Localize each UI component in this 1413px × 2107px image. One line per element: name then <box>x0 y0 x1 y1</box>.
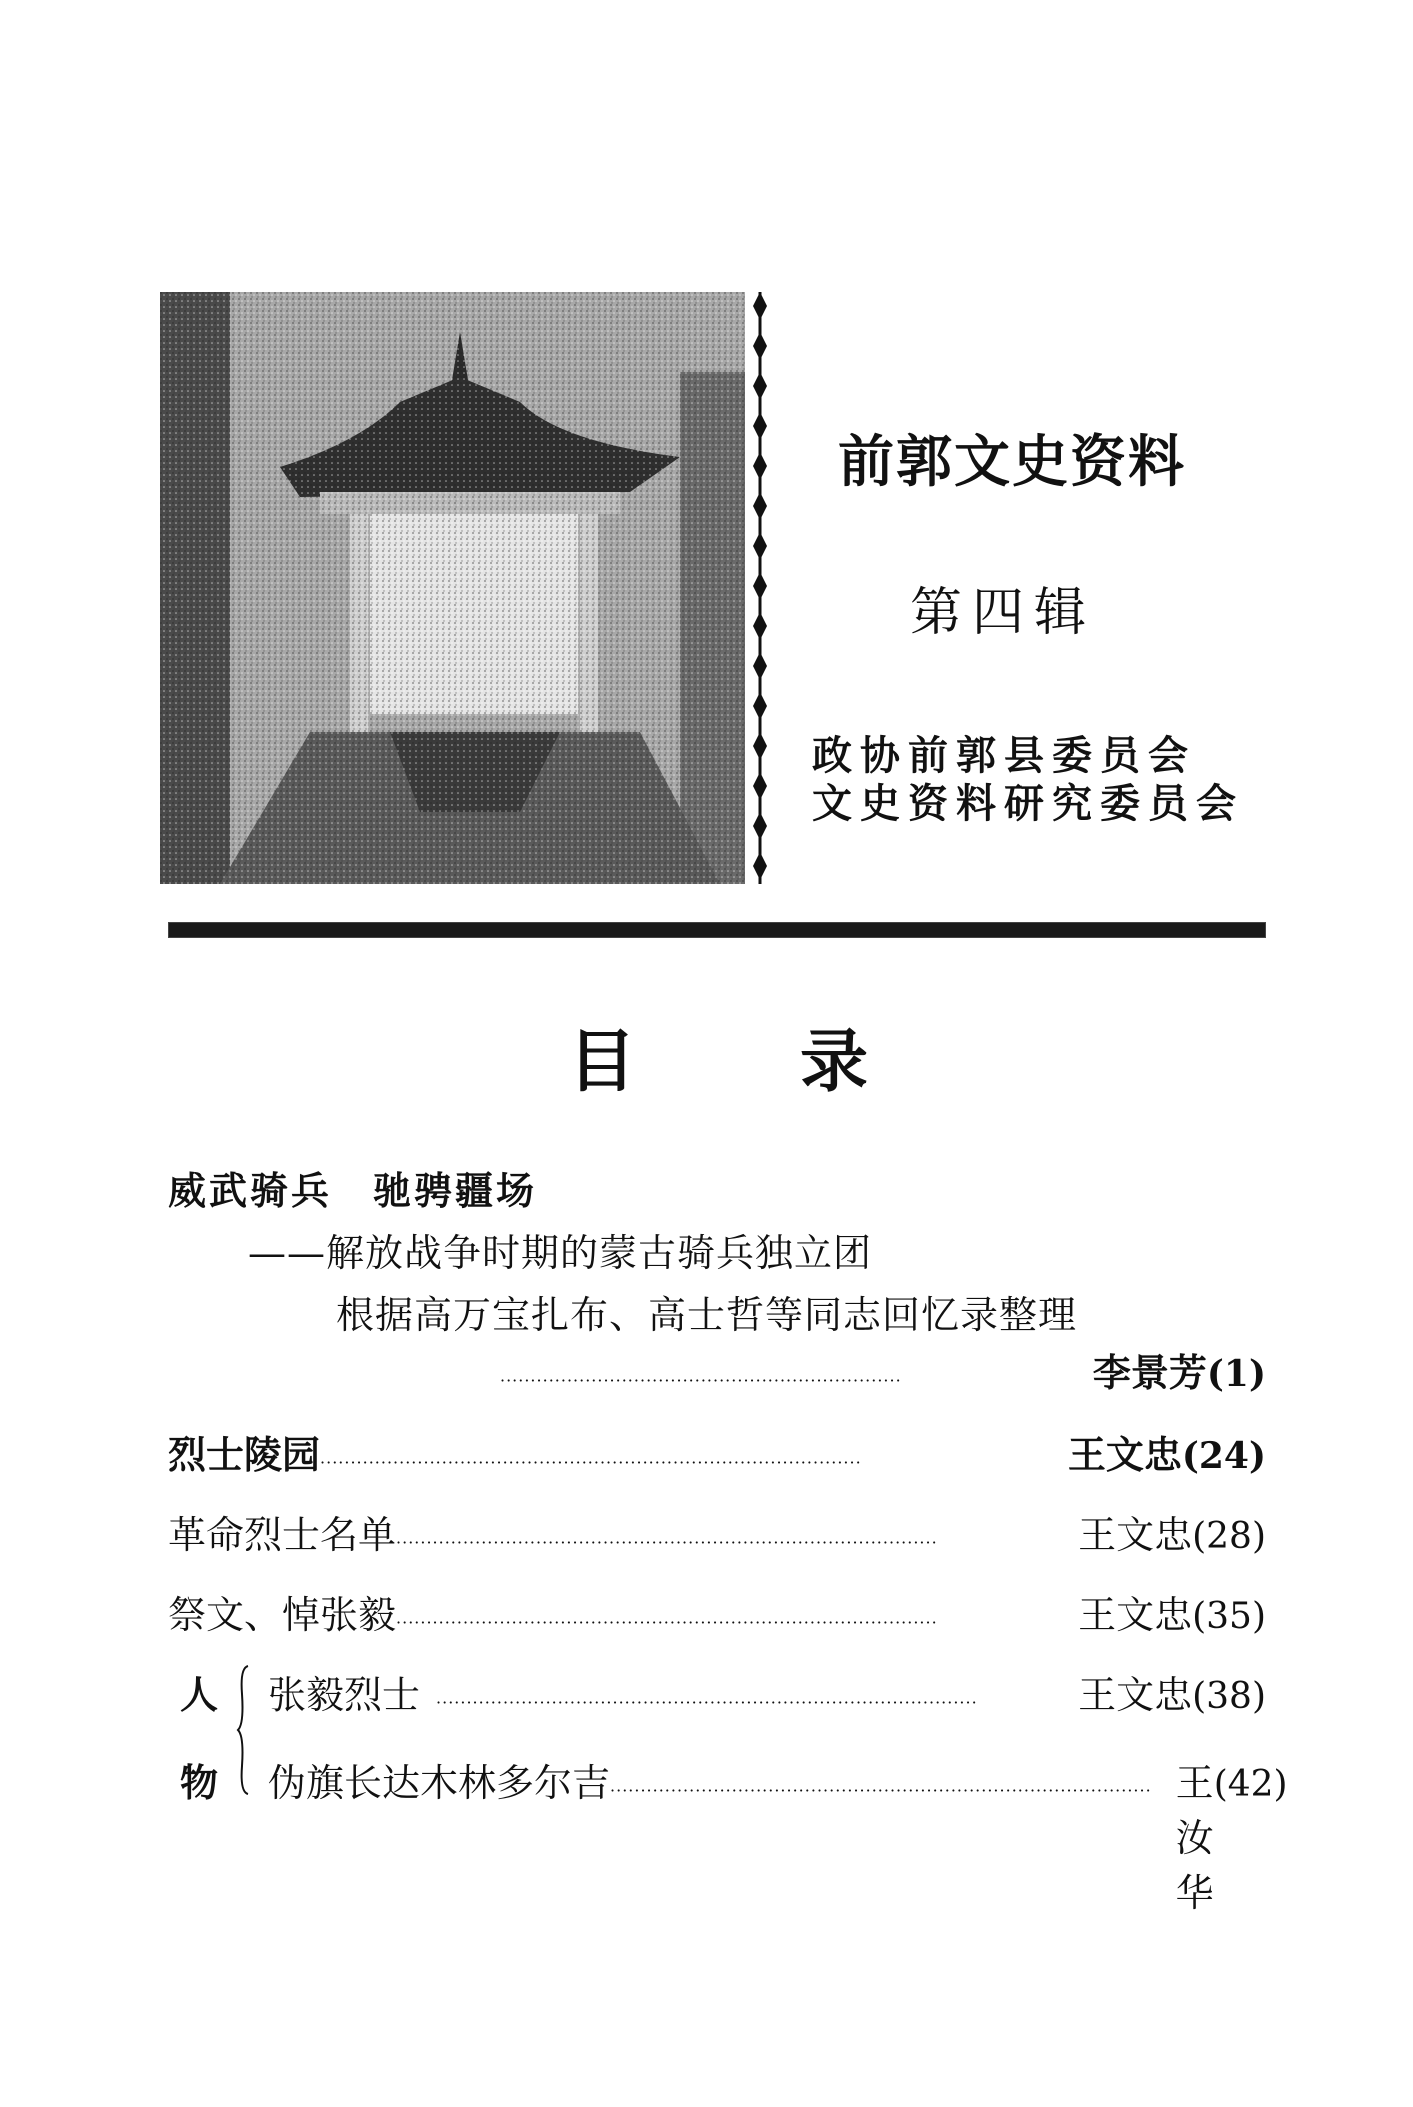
toc-heading-part-1: 目 <box>568 1022 637 1102</box>
leader-dots: ························································································· <box>396 1533 938 1552</box>
toc-entry-row[interactable] <box>168 1504 1266 1559</box>
section-label-char-2: 物 <box>180 1760 219 1805</box>
leader-dots: ························································································· <box>320 1453 862 1472</box>
toc-entry-row[interactable] <box>500 1342 1266 1397</box>
publisher-line-2: 文史资料研究委员会 <box>812 780 1244 827</box>
toc-entry-author: 王文忠 <box>1078 1673 1193 1717</box>
leader-dots: ························································································· <box>396 1613 938 1632</box>
leader-dots: ························································································· <box>436 1693 978 1712</box>
toc-entry-row[interactable] <box>168 1424 1266 1479</box>
toc-entry-title: 烈士陵园 <box>168 1432 321 1477</box>
toc-heading-part-2: 录 <box>800 1022 869 1102</box>
toc-entry-title: 革命烈士名单 <box>168 1513 397 1557</box>
toc-entry-page: (24) <box>1181 1435 1266 1477</box>
toc-entry-row[interactable] <box>268 1752 1288 1917</box>
toc-entry-title: 伪旗长达木林多尔吉 <box>268 1761 611 1805</box>
toc-entry-author: 王文忠 <box>1067 1432 1182 1477</box>
toc-entry-author: 王汝华 <box>1175 1761 1214 1915</box>
leader-dots: ·································································· <box>500 1371 902 1390</box>
toc-entry-author: 王文忠 <box>1078 1593 1193 1637</box>
toc-entry-title: 祭文、悼张毅 <box>168 1593 397 1637</box>
toc-entry-subtitle: ——解放战争时期的蒙古骑兵独立团 <box>248 1231 873 1275</box>
toc-entry-author: 李景芳 <box>1092 1350 1207 1395</box>
ornamental-divider <box>748 292 772 884</box>
issue-number: 第四辑 <box>910 583 1097 643</box>
toc-entry-title: 张毅烈士 <box>268 1673 421 1717</box>
toc-entry-page: (28) <box>1192 1516 1266 1557</box>
toc-entry-row[interactable] <box>268 1664 1266 1719</box>
toc-entry-page: (1) <box>1206 1353 1266 1395</box>
toc-entry-page: (35) <box>1192 1596 1266 1637</box>
toc-entry-row[interactable] <box>168 1584 1266 1639</box>
toc-entry-note: 根据高万宝扎布、高士哲等同志回忆录整理 <box>336 1293 1078 1337</box>
toc-entry-page: (42) <box>1213 1764 1288 1805</box>
toc-entry-author: 王文忠 <box>1078 1513 1193 1557</box>
section-brace <box>236 1664 252 1796</box>
publisher-line-1: 政协前郭县委员会 <box>812 732 1196 779</box>
section-label-char-1: 人 <box>180 1672 219 1717</box>
cover-photo-pavilion <box>160 292 745 884</box>
toc-entry-title: 威武骑兵 驰骋疆场 <box>168 1168 538 1213</box>
header-divider-rule <box>168 922 1266 938</box>
toc-entry-page: (38) <box>1192 1676 1266 1717</box>
publication-title: 前郭文史资料 <box>838 429 1186 495</box>
leader-dots: ························································································· <box>610 1781 1152 1800</box>
